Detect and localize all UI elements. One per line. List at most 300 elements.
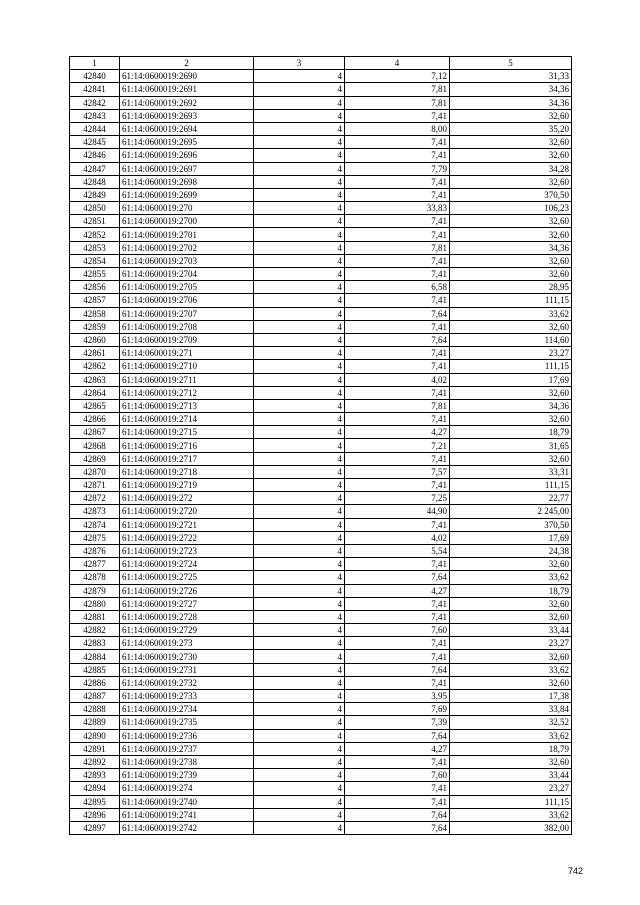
- table-cell: 23,27: [450, 782, 572, 795]
- table-cell: 42855: [70, 268, 120, 281]
- table-cell: 18,79: [450, 426, 572, 439]
- table-cell: 33,62: [450, 571, 572, 584]
- table-cell: 61:14:0600019:2693: [120, 109, 254, 122]
- table-cell: 4: [254, 492, 345, 505]
- table-cell: 61:14:0600019:2737: [120, 742, 254, 755]
- table-cell: 42848: [70, 175, 120, 188]
- table-cell: 32,60: [450, 386, 572, 399]
- table-cell: 4: [254, 373, 345, 386]
- table-cell: 42884: [70, 650, 120, 663]
- table-cell: 4: [254, 821, 345, 834]
- table-cell: 61:14:0600019:2718: [120, 465, 254, 478]
- table-row: [70, 531, 572, 544]
- table-row: [70, 241, 572, 254]
- table-cell: 61:14:0600019:2701: [120, 228, 254, 241]
- table-cell: 61:14:0600019:2730: [120, 650, 254, 663]
- table-cell: 370,50: [450, 188, 572, 201]
- table-cell: 7,81: [345, 83, 450, 96]
- table-cell: 42889: [70, 716, 120, 729]
- table-cell: 61:14:0600019:2706: [120, 294, 254, 307]
- table-cell: 4,02: [345, 531, 450, 544]
- table-cell: 33,62: [450, 808, 572, 821]
- table-cell: 17,69: [450, 531, 572, 544]
- table-cell: 7,41: [345, 347, 450, 360]
- table-cell: 382,00: [450, 821, 572, 834]
- table-cell: 61:14:0600019:2716: [120, 439, 254, 452]
- table-cell: 7,41: [345, 360, 450, 373]
- table-cell: 4: [254, 479, 345, 492]
- table-cell: 7,64: [345, 808, 450, 821]
- table-row: [70, 254, 572, 267]
- table-cell: 4: [254, 83, 345, 96]
- table-cell: 7,41: [345, 294, 450, 307]
- table-cell: 32,60: [450, 597, 572, 610]
- table-cell: 7,69: [345, 703, 450, 716]
- table-cell: 42882: [70, 624, 120, 637]
- table-cell: 32,60: [450, 676, 572, 689]
- table-cell: 42886: [70, 676, 120, 689]
- table-cell: 4: [254, 795, 345, 808]
- table-cell: 42863: [70, 373, 120, 386]
- table-cell: 61:14:0600019:274: [120, 782, 254, 795]
- table-row: [70, 202, 572, 215]
- table-cell: 32,60: [450, 136, 572, 149]
- table-cell: 7,41: [345, 518, 450, 531]
- table-cell: 4: [254, 663, 345, 676]
- table-cell: 4: [254, 333, 345, 346]
- table-cell: 7,41: [345, 782, 450, 795]
- table-cell: 61:14:0600019:2741: [120, 808, 254, 821]
- table-cell: 7,41: [345, 215, 450, 228]
- table-cell: 42840: [70, 70, 120, 83]
- table-cell: 42845: [70, 136, 120, 149]
- table-row: [70, 188, 572, 201]
- table-cell: 61:14:0600019:2742: [120, 821, 254, 834]
- table-cell: 32,52: [450, 716, 572, 729]
- table-cell: 4: [254, 558, 345, 571]
- table-cell: 4: [254, 676, 345, 689]
- table-cell: 61:14:0600019:2707: [120, 307, 254, 320]
- table-cell: 61:14:0600019:273: [120, 637, 254, 650]
- table-cell: 42857: [70, 294, 120, 307]
- table-row: [70, 373, 572, 386]
- table-cell: 61:14:0600019:2696: [120, 149, 254, 162]
- table-cell: 35,20: [450, 122, 572, 135]
- table-cell: 61:14:0600019:2715: [120, 426, 254, 439]
- table-cell: 42877: [70, 558, 120, 571]
- table-cell: 61:14:0600019:2711: [120, 373, 254, 386]
- table-cell: 18,79: [450, 742, 572, 755]
- table-cell: 4: [254, 281, 345, 294]
- table-row: [70, 452, 572, 465]
- table-cell: 106,23: [450, 202, 572, 215]
- table-cell: 7,41: [345, 558, 450, 571]
- table-cell: 61:14:0600019:2702: [120, 241, 254, 254]
- table-cell: 3,95: [345, 690, 450, 703]
- table-row: [70, 268, 572, 281]
- table-cell: 42860: [70, 333, 120, 346]
- table-cell: 4: [254, 755, 345, 768]
- table-cell: 32,60: [450, 610, 572, 623]
- table-cell: 4: [254, 268, 345, 281]
- table-cell: 42849: [70, 188, 120, 201]
- table-cell: 33,62: [450, 729, 572, 742]
- table-cell: 4: [254, 769, 345, 782]
- table-cell: 7,64: [345, 307, 450, 320]
- table-cell: 42841: [70, 83, 120, 96]
- table-cell: 34,36: [450, 96, 572, 109]
- table-cell: 34,36: [450, 399, 572, 412]
- table-cell: 42887: [70, 690, 120, 703]
- table-cell: 4: [254, 399, 345, 412]
- table-cell: 42868: [70, 439, 120, 452]
- table-cell: 7,25: [345, 492, 450, 505]
- table-row: [70, 149, 572, 162]
- table-cell: 4: [254, 439, 345, 452]
- table-cell: 23,27: [450, 347, 572, 360]
- table-cell: 32,60: [450, 650, 572, 663]
- table-cell: 61:14:0600019:2708: [120, 320, 254, 333]
- table-cell: 32,60: [450, 149, 572, 162]
- table-cell: 7,12: [345, 70, 450, 83]
- table-cell: 42875: [70, 531, 120, 544]
- table-cell: 4: [254, 136, 345, 149]
- table-cell: 42880: [70, 597, 120, 610]
- table-cell: 61:14:0600019:2697: [120, 162, 254, 175]
- table-cell: 34,36: [450, 83, 572, 96]
- table-row: [70, 228, 572, 241]
- table-row: [70, 610, 572, 623]
- table-cell: 4: [254, 254, 345, 267]
- table-cell: 61:14:0600019:2719: [120, 479, 254, 492]
- table-cell: 61:14:0600019:270: [120, 202, 254, 215]
- table-row: [70, 558, 572, 571]
- table-cell: 4,27: [345, 584, 450, 597]
- table-row: [70, 386, 572, 399]
- table-cell: 61:14:0600019:2738: [120, 755, 254, 768]
- table-cell: 33,31: [450, 465, 572, 478]
- table-cell: 111,15: [450, 795, 572, 808]
- table-cell: 42872: [70, 492, 120, 505]
- table-cell: 61:14:0600019:2731: [120, 663, 254, 676]
- table-cell: 61:14:0600019:2734: [120, 703, 254, 716]
- table-cell: 33,83: [345, 202, 450, 215]
- table-cell: 32,60: [450, 558, 572, 571]
- table-cell: 42866: [70, 413, 120, 426]
- table-cell: 24,38: [450, 544, 572, 557]
- table-cell: 61:14:0600019:2694: [120, 122, 254, 135]
- table-cell: 61:14:0600019:2690: [120, 70, 254, 83]
- table-cell: 7,41: [345, 610, 450, 623]
- table-cell: 42888: [70, 703, 120, 716]
- table-cell: 4: [254, 413, 345, 426]
- table-row: [70, 676, 572, 689]
- table-cell: 7,41: [345, 109, 450, 122]
- table-cell: 42862: [70, 360, 120, 373]
- table-row: [70, 505, 572, 518]
- table-cell: 61:14:0600019:2732: [120, 676, 254, 689]
- table-cell: 32,60: [450, 413, 572, 426]
- table-cell: 42854: [70, 254, 120, 267]
- table-cell: 42873: [70, 505, 120, 518]
- table-row: [70, 479, 572, 492]
- table-cell: 42852: [70, 228, 120, 241]
- table-cell: 61:14:0600019:2700: [120, 215, 254, 228]
- table-row: [70, 742, 572, 755]
- table-cell: 4: [254, 188, 345, 201]
- table-row: [70, 729, 572, 742]
- table-cell: 4: [254, 241, 345, 254]
- table-cell: 7,79: [345, 162, 450, 175]
- table-cell: 32,60: [450, 268, 572, 281]
- table-cell: 61:14:0600019:2709: [120, 333, 254, 346]
- table-cell: 42896: [70, 808, 120, 821]
- table-cell: 4: [254, 637, 345, 650]
- table-cell: 42874: [70, 518, 120, 531]
- table-cell: 61:14:0600019:2729: [120, 624, 254, 637]
- table-cell: 4: [254, 386, 345, 399]
- table-cell: 7,81: [345, 241, 450, 254]
- table-cell: 32,60: [450, 320, 572, 333]
- table-cell: 32,60: [450, 175, 572, 188]
- table-row: [70, 399, 572, 412]
- table-row: [70, 426, 572, 439]
- table-cell: 42856: [70, 281, 120, 294]
- table-cell: 6,58: [345, 281, 450, 294]
- table-cell: 4: [254, 703, 345, 716]
- table-row: [70, 584, 572, 597]
- table-row: [70, 281, 572, 294]
- table-cell: 4: [254, 162, 345, 175]
- table-cell: 42851: [70, 215, 120, 228]
- table-cell: 5,54: [345, 544, 450, 557]
- table-cell: 4: [254, 452, 345, 465]
- table-row: [70, 413, 572, 426]
- table-cell: 7,21: [345, 439, 450, 452]
- table-cell: 114,60: [450, 333, 572, 346]
- table-row: [70, 795, 572, 808]
- table-row: [70, 122, 572, 135]
- table-cell: 4: [254, 202, 345, 215]
- table-cell: 61:14:0600019:2739: [120, 769, 254, 782]
- table-cell: 32,60: [450, 452, 572, 465]
- table-cell: 31,33: [450, 70, 572, 83]
- table-cell: 4: [254, 782, 345, 795]
- table-cell: 7,41: [345, 413, 450, 426]
- table-cell: 42876: [70, 544, 120, 557]
- table-cell: 4: [254, 571, 345, 584]
- table-cell: 61:14:0600019:2726: [120, 584, 254, 597]
- table-cell: 61:14:0600019:2722: [120, 531, 254, 544]
- table-row: [70, 624, 572, 637]
- table-cell: 4: [254, 518, 345, 531]
- table-cell: 4,02: [345, 373, 450, 386]
- table-cell: 7,41: [345, 452, 450, 465]
- table-cell: 28,95: [450, 281, 572, 294]
- table-cell: 4: [254, 122, 345, 135]
- table-cell: 61:14:0600019:2736: [120, 729, 254, 742]
- table-cell: 4: [254, 465, 345, 478]
- table-cell: 34,28: [450, 162, 572, 175]
- table-cell: 23,27: [450, 637, 572, 650]
- table-cell: 42844: [70, 122, 120, 135]
- data-table: [69, 56, 572, 835]
- table-row: [70, 175, 572, 188]
- table-cell: 33,84: [450, 703, 572, 716]
- table-row: [70, 83, 572, 96]
- table-cell: 7,64: [345, 729, 450, 742]
- table-cell: 4: [254, 742, 345, 755]
- table-row: [70, 663, 572, 676]
- table-cell: 61:14:0600019:2695: [120, 136, 254, 149]
- table-row: [70, 703, 572, 716]
- table-cell: 4,27: [345, 742, 450, 755]
- column-header: 5: [450, 57, 572, 70]
- table-row: [70, 808, 572, 821]
- table-row: [70, 492, 572, 505]
- table-cell: 4: [254, 320, 345, 333]
- table-cell: 44,90: [345, 505, 450, 518]
- table-cell: 7,41: [345, 268, 450, 281]
- column-header: 2: [120, 57, 254, 70]
- table-cell: 7,41: [345, 228, 450, 241]
- table-cell: 42864: [70, 386, 120, 399]
- table-cell: 33,62: [450, 307, 572, 320]
- table-cell: 42895: [70, 795, 120, 808]
- table-row: [70, 215, 572, 228]
- table-cell: 42883: [70, 637, 120, 650]
- table-row: [70, 96, 572, 109]
- table-row: [70, 294, 572, 307]
- table-cell: 7,41: [345, 755, 450, 768]
- table-cell: 42891: [70, 742, 120, 755]
- table-cell: 61:14:0600019:2698: [120, 175, 254, 188]
- table-cell: 61:14:0600019:2704: [120, 268, 254, 281]
- table-cell: 4: [254, 426, 345, 439]
- table-row: [70, 597, 572, 610]
- table-cell: 4: [254, 70, 345, 83]
- table-cell: 4: [254, 175, 345, 188]
- table-row: [70, 571, 572, 584]
- table-cell: 7,41: [345, 136, 450, 149]
- table-cell: 42878: [70, 571, 120, 584]
- table-cell: 4: [254, 307, 345, 320]
- table-cell: 17,38: [450, 690, 572, 703]
- table-cell: 42885: [70, 663, 120, 676]
- table-row: [70, 769, 572, 782]
- table-cell: 4: [254, 360, 345, 373]
- table-cell: 4: [254, 215, 345, 228]
- table-cell: 42881: [70, 610, 120, 623]
- table-cell: 4: [254, 96, 345, 109]
- table-cell: 33,62: [450, 663, 572, 676]
- table-cell: 7,64: [345, 663, 450, 676]
- table-cell: 4: [254, 624, 345, 637]
- table-cell: 42897: [70, 821, 120, 834]
- table-cell: 7,39: [345, 716, 450, 729]
- page-number: 742: [567, 866, 583, 876]
- table-row: [70, 347, 572, 360]
- table-cell: 61:14:0600019:271: [120, 347, 254, 360]
- table-cell: 42861: [70, 347, 120, 360]
- table-cell: 61:14:0600019:2699: [120, 188, 254, 201]
- table-cell: 7,41: [345, 175, 450, 188]
- table-row: [70, 439, 572, 452]
- table-cell: 7,64: [345, 821, 450, 834]
- table-cell: 7,60: [345, 769, 450, 782]
- table-cell: 61:14:0600019:272: [120, 492, 254, 505]
- table-cell: 33,44: [450, 624, 572, 637]
- table-cell: 61:14:0600019:2723: [120, 544, 254, 557]
- table-cell: 4: [254, 610, 345, 623]
- table-cell: 4: [254, 690, 345, 703]
- column-header: 3: [254, 57, 345, 70]
- table-cell: 7,60: [345, 624, 450, 637]
- table-cell: 34,36: [450, 241, 572, 254]
- table-cell: 61:14:0600019:2720: [120, 505, 254, 518]
- table-cell: 42846: [70, 149, 120, 162]
- table-cell: 4,27: [345, 426, 450, 439]
- table-row: [70, 360, 572, 373]
- table-cell: 42859: [70, 320, 120, 333]
- table-cell: 4: [254, 808, 345, 821]
- table-cell: 7,41: [345, 386, 450, 399]
- table-cell: 61:14:0600019:2710: [120, 360, 254, 373]
- table-cell: 32,60: [450, 254, 572, 267]
- table-cell: 31,65: [450, 439, 572, 452]
- table-body: [70, 70, 572, 835]
- table-cell: 4: [254, 729, 345, 742]
- table-cell: 42850: [70, 202, 120, 215]
- table-cell: 2 245,00: [450, 505, 572, 518]
- table-cell: 42870: [70, 465, 120, 478]
- table-cell: 4: [254, 294, 345, 307]
- table-row: [70, 333, 572, 346]
- table-row: [70, 782, 572, 795]
- table-cell: 18,79: [450, 584, 572, 597]
- table-cell: 61:14:0600019:2703: [120, 254, 254, 267]
- table-cell: 42890: [70, 729, 120, 742]
- table-cell: 4: [254, 544, 345, 557]
- table-cell: 7,41: [345, 254, 450, 267]
- table-cell: 7,41: [345, 650, 450, 663]
- table-cell: 4: [254, 531, 345, 544]
- table-cell: 7,41: [345, 795, 450, 808]
- table-cell: 33,44: [450, 769, 572, 782]
- table-row: [70, 518, 572, 531]
- table-cell: 111,15: [450, 479, 572, 492]
- table-cell: 4: [254, 584, 345, 597]
- table-row: [70, 307, 572, 320]
- table-cell: 42853: [70, 241, 120, 254]
- table-cell: 61:14:0600019:2727: [120, 597, 254, 610]
- table-cell: 111,15: [450, 360, 572, 373]
- table-cell: 7,81: [345, 96, 450, 109]
- table-cell: 42894: [70, 782, 120, 795]
- table-cell: 4: [254, 347, 345, 360]
- table-cell: 61:14:0600019:2717: [120, 452, 254, 465]
- table-cell: 8,00: [345, 122, 450, 135]
- table-cell: 42871: [70, 479, 120, 492]
- table-row: [70, 162, 572, 175]
- table-cell: 4: [254, 149, 345, 162]
- table-cell: 42893: [70, 769, 120, 782]
- table-row: [70, 821, 572, 834]
- table-header-row: [70, 57, 572, 70]
- table-cell: 61:14:0600019:2714: [120, 413, 254, 426]
- table-cell: 7,57: [345, 465, 450, 478]
- table-row: [70, 637, 572, 650]
